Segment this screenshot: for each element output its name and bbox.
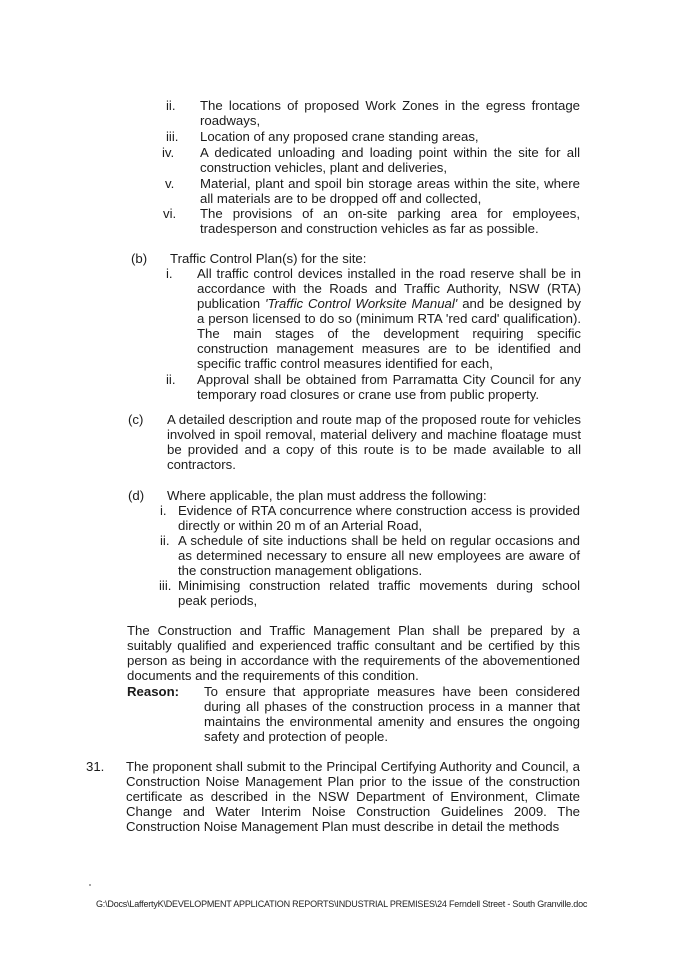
section-d-item: Minimising construction related traffic movements during school peak periods, [178, 578, 580, 608]
section-b-item-1 [197, 266, 581, 371]
list-item-text: Location of any proposed crane standing areas, [200, 129, 479, 144]
section-b-label: (b) [131, 251, 148, 266]
section-d-label: (d) [128, 488, 145, 503]
list-item-text: The provisions of an on-site parking area for employees, tradesperson and construction vehicles as far as possible. [200, 206, 580, 236]
section-c-label: (c) [128, 412, 144, 427]
condition-number: 31. [86, 759, 105, 774]
footer-file-path: G:\Docs\LaffertyK\DEVELOPMENT APPLICATION REPORTS\INDUSTRIAL PREMISES\24 Ferndell Street - South Granville.doc [96, 899, 588, 909]
reason-label: Reason: [127, 684, 180, 699]
reason-text: To ensure that appropriate measures have been considered during all phases of the construction process in a manner that maintains the environmental amenity and ensures the ongoing safety and protection of people. [204, 684, 580, 744]
item-text-pre: All traffic control devices installed in the road reserve shall be in accordance with the Roads and Traffic Authority, NSW (RTA) publication [197, 266, 581, 311]
section-b-heading: Traffic Control Plan(s) for the site: [170, 251, 367, 266]
list-number: iii. [159, 578, 172, 593]
item-text-post: and be designed by a person licensed to do so (minimum RTA 'red card' qualification). The main stages of the development requiring specific construction management measures are to be identified and specific traffic control measures identified for each, [197, 296, 581, 371]
list-number: vi. [163, 206, 177, 221]
publication-title: 'Traffic Control Worksite Manual' [264, 296, 458, 311]
list-number: i. [166, 266, 173, 281]
page-mark [89, 884, 91, 886]
list-number: ii. [166, 372, 176, 387]
list-number: iv. [162, 145, 175, 160]
list-number: i. [160, 503, 167, 518]
list-number: iii. [166, 129, 179, 144]
list-item-text: A dedicated unloading and loading point within the site for all construction vehicles, plant and deliveries, [200, 145, 580, 175]
list-number: v. [165, 176, 175, 191]
section-d-item: Evidence of RTA concurrence where construction access is provided directly or within 20 m of an Arterial Road, [178, 503, 580, 533]
section-d-item: A schedule of site inductions shall be held on regular occasions and as determined necessary to ensure all new employees are aware of the construction management obligations. [178, 533, 580, 578]
list-item-text: The locations of proposed Work Zones in the egress frontage roadways, [200, 98, 580, 128]
section-d-heading: Where applicable, the plan must address the following: [167, 488, 487, 503]
condition-31-text: The proponent shall submit to the Principal Certifying Authority and Council, a Construction Noise Management Plan prior to the issue of the construction certificate as described in the NSW Department of Environment, Climate Change and Water Interim Noise Construction Guidelines 2009. The Construction Noise Management Plan must describe in detail the methods [126, 759, 580, 834]
list-number: ii. [160, 533, 170, 548]
list-number: ii. [166, 98, 176, 113]
section-c-text: A detailed description and route map of the proposed route for vehicles involved in spoil removal, material delivery and machine floatage must be provided and a copy of this route is to be made available to all contractors. [167, 412, 581, 472]
section-b-item-2: Approval shall be obtained from Parramatta City Council for any temporary road closures or crane use from public property. [197, 372, 581, 402]
ctmp-paragraph: The Construction and Traffic Management Plan shall be prepared by a suitably qualified and experienced traffic consultant and be certified by this person as being in accordance with the requirements of the abovementioned documents and the requirements of this condition. [127, 623, 580, 683]
list-item-text: Material, plant and spoil bin storage areas within the site, where all materials are to be dropped off and collected, [200, 176, 580, 206]
